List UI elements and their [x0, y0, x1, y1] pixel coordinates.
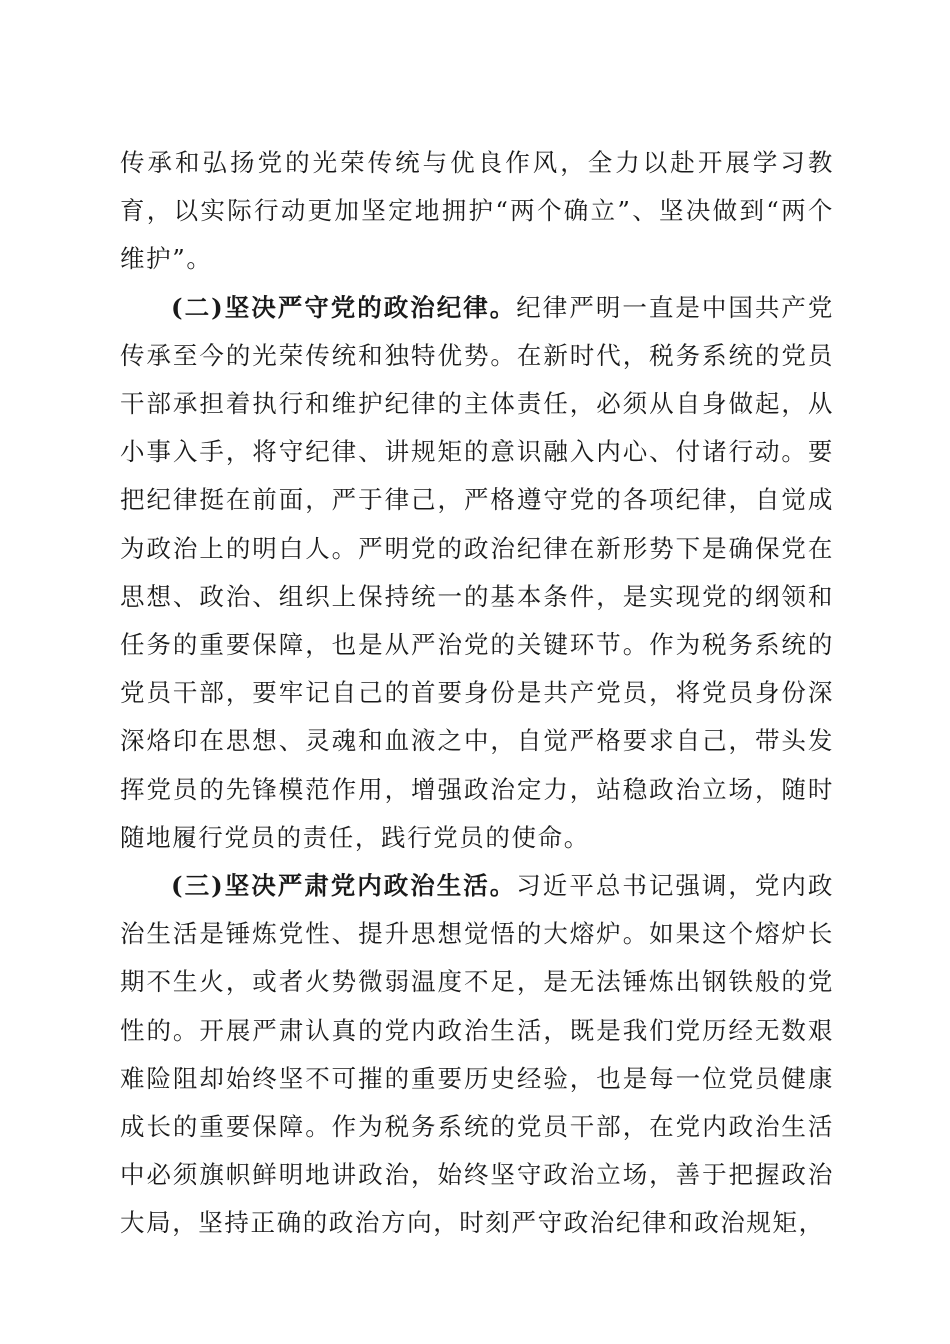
paragraph-continuation [120, 139, 834, 284]
paragraph-section-3 [120, 862, 834, 1248]
document-body [120, 139, 834, 1248]
section-3-text: 习近平总书记强调，党内政治生活是锤炼党性、提升思想觉悟的大熔炉。如果这个熔炉长期不生火，或者火势微弱温度不足，是无法锤炼出钢铁般的党性的。开展严肃认真的党内政治生活，既是我们党历经无数艰难险阻却始终坚不可摧的重要历史经验，也是每一位党员健康成长的重要保障。作为税务系统的党员干部，在党内政治生活中必须旗帜鲜明地讲政治，始终坚守政治立场，善于把握政治大局，坚持正确的政治方向，时刻严守政治纪律和政治规矩， [120, 871, 834, 1238]
section-2-heading: (二)坚决严守党的政治纪律。 [171, 292, 517, 322]
paragraph-continuation-text: 传承和弘扬党的光荣传统与优良作风，全力以赴开展学习教育，以实际行动更加坚定地拥护“两个确立”、坚决做到“两个维护”。 [120, 148, 834, 274]
paragraph-section-2 [120, 284, 834, 862]
section-2-text: 纪律严明一直是中国共产党传承至今的光荣传统和独特优势。在新时代，税务系统的党员干部承担着执行和维护纪律的主体责任，必须从自身做起，从小事入手，将守纪律、讲规矩的意识融入内心、付诸行动。要把纪律挺在前面，严于律己，严格遵守党的各项纪律，自觉成为政治上的明白人。严明党的政治纪律在新形势下是确保党在思想、政治、组织上保持统一的基本条件，是实现党的纲领和任务的重要保障，也是从严治党的关键环节。作为税务系统的党员干部，要牢记自己的首要身份是共产党员，将党员身份深深烙印在思想、灵魂和血液之中，自觉严格要求自己，带头发挥党员的先锋模范作用，增强政治定力，站稳政治立场，随时随地履行党员的责任，践行党员的使命。 [120, 292, 834, 852]
section-3-heading: (三)坚决严肃党内政治生活。 [171, 871, 517, 901]
